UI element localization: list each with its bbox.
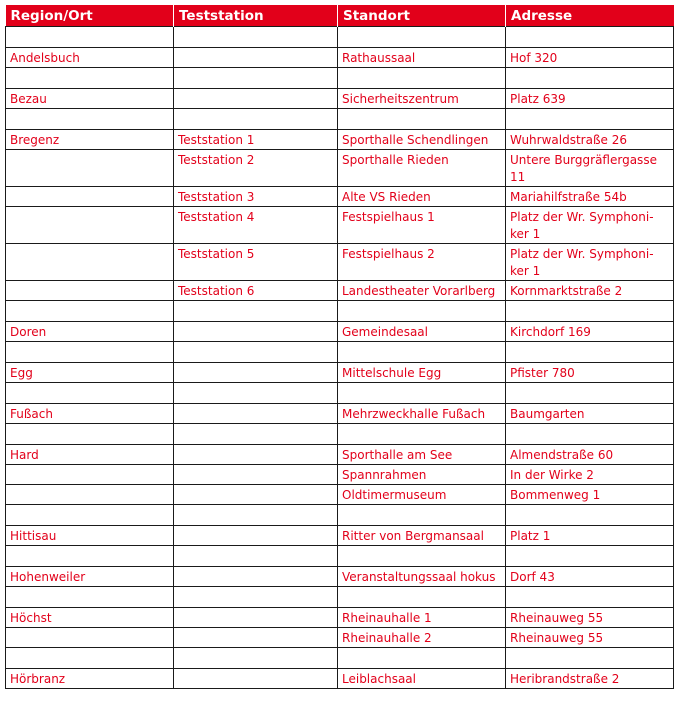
cell-region <box>6 281 174 301</box>
cell-teststation <box>174 567 338 587</box>
cell-teststation <box>174 669 338 689</box>
cell-teststation: Teststation 2 <box>174 150 338 187</box>
cell-teststation <box>174 89 338 109</box>
cell-adresse <box>506 546 674 567</box>
table-row <box>6 301 674 322</box>
cell-adresse: Rheinauweg 55 <box>506 628 674 648</box>
cell-adresse: Platz der Wr. Symphoni-ker 1 <box>506 244 674 281</box>
cell-teststation <box>174 465 338 485</box>
cell-adresse <box>506 68 674 89</box>
cell-adresse: Wuhrwaldstraße 26 <box>506 130 674 150</box>
cell-region: Höchst <box>6 608 174 628</box>
cell-standort <box>338 587 506 608</box>
table-row <box>6 485 674 505</box>
cell-region: Bregenz <box>6 130 174 150</box>
cell-region: Hohenweiler <box>6 567 174 587</box>
table-row <box>6 465 674 485</box>
cell-teststation <box>174 608 338 628</box>
table-header-row <box>6 5 674 27</box>
cell-adresse: Dorf 43 <box>506 567 674 587</box>
cell-standort <box>338 546 506 567</box>
table-row <box>6 608 674 628</box>
cell-standort: Mehrzweckhalle Fußach <box>338 404 506 424</box>
cell-teststation <box>174 342 338 363</box>
cell-region <box>6 187 174 207</box>
table-row <box>6 546 674 567</box>
header-teststation: Teststation <box>174 5 338 27</box>
cell-teststation: Teststation 5 <box>174 244 338 281</box>
cell-adresse: Bommenweg 1 <box>506 485 674 505</box>
table-row <box>6 48 674 68</box>
table-row <box>6 628 674 648</box>
cell-teststation <box>174 322 338 342</box>
cell-adresse <box>506 587 674 608</box>
table-row <box>6 342 674 363</box>
cell-teststation <box>174 404 338 424</box>
cell-region <box>6 244 174 281</box>
cell-adresse: Almendstraße 60 <box>506 445 674 465</box>
cell-teststation: Teststation 6 <box>174 281 338 301</box>
cell-teststation <box>174 109 338 130</box>
cell-teststation: Teststation 1 <box>174 130 338 150</box>
cell-adresse: Platz 1 <box>506 526 674 546</box>
cell-region <box>6 424 174 445</box>
cell-region <box>6 465 174 485</box>
cell-adresse <box>506 301 674 322</box>
cell-standort <box>338 109 506 130</box>
cell-region <box>6 342 174 363</box>
table-row <box>6 109 674 130</box>
cell-teststation <box>174 424 338 445</box>
cell-region <box>6 301 174 322</box>
cell-adresse: Platz der Wr. Symphoni-ker 1 <box>506 207 674 244</box>
cell-teststation <box>174 445 338 465</box>
table-row <box>6 404 674 424</box>
cell-standort: Sporthalle am See <box>338 445 506 465</box>
cell-adresse <box>506 424 674 445</box>
cell-standort <box>338 68 506 89</box>
cell-standort: Leiblachsaal <box>338 669 506 689</box>
table-row <box>6 363 674 383</box>
cell-standort: Alte VS Rieden <box>338 187 506 207</box>
cell-adresse: Hof 320 <box>506 48 674 68</box>
cell-region <box>6 68 174 89</box>
cell-standort: Rheinauhalle 2 <box>338 628 506 648</box>
cell-standort <box>338 424 506 445</box>
table-row <box>6 424 674 445</box>
cell-region: Fußach <box>6 404 174 424</box>
cell-standort: Gemeindesaal <box>338 322 506 342</box>
table-row <box>6 68 674 89</box>
cell-adresse: Kornmarktstraße 2 <box>506 281 674 301</box>
cell-region: Bezau <box>6 89 174 109</box>
teststation-table-container <box>5 5 673 689</box>
table-row <box>6 89 674 109</box>
cell-region: Andelsbuch <box>6 48 174 68</box>
cell-standort: Veranstaltungssaal hokus <box>338 567 506 587</box>
cell-region: Hittisau <box>6 526 174 546</box>
cell-adresse: Rheinauweg 55 <box>506 608 674 628</box>
cell-region <box>6 505 174 526</box>
header-region: Region/Ort <box>6 5 174 27</box>
table-row <box>6 567 674 587</box>
cell-teststation <box>174 27 338 48</box>
table-row <box>6 322 674 342</box>
cell-teststation <box>174 526 338 546</box>
cell-teststation <box>174 587 338 608</box>
table-row <box>6 587 674 608</box>
cell-teststation <box>174 383 338 404</box>
cell-adresse <box>506 648 674 669</box>
cell-standort: Sicherheitszentrum <box>338 89 506 109</box>
cell-adresse: In der Wirke 2 <box>506 465 674 485</box>
cell-teststation <box>174 363 338 383</box>
cell-teststation <box>174 628 338 648</box>
cell-standort: Landestheater Vorarlberg <box>338 281 506 301</box>
cell-standort <box>338 27 506 48</box>
table-row <box>6 669 674 689</box>
cell-adresse: Untere Burggräflergasse 11 <box>506 150 674 187</box>
header-standort: Standort <box>338 5 506 27</box>
cell-region <box>6 109 174 130</box>
cell-standort: Sporthalle Schendlingen <box>338 130 506 150</box>
cell-standort: Mittelschule Egg <box>338 363 506 383</box>
cell-region <box>6 648 174 669</box>
cell-adresse: Baumgarten <box>506 404 674 424</box>
cell-adresse: Heribrandstraße 2 <box>506 669 674 689</box>
cell-standort <box>338 648 506 669</box>
cell-adresse <box>506 505 674 526</box>
table-row <box>6 187 674 207</box>
table-body <box>6 27 674 689</box>
cell-standort: Festspielhaus 1 <box>338 207 506 244</box>
cell-teststation <box>174 68 338 89</box>
cell-standort <box>338 301 506 322</box>
cell-teststation: Teststation 4 <box>174 207 338 244</box>
teststation-table <box>5 5 674 689</box>
cell-region <box>6 546 174 567</box>
cell-adresse: Pfister 780 <box>506 363 674 383</box>
cell-region: Egg <box>6 363 174 383</box>
cell-teststation <box>174 505 338 526</box>
cell-teststation <box>174 485 338 505</box>
cell-standort: Festspielhaus 2 <box>338 244 506 281</box>
cell-region: Doren <box>6 322 174 342</box>
cell-region <box>6 383 174 404</box>
cell-region <box>6 27 174 48</box>
cell-teststation <box>174 48 338 68</box>
cell-standort: Spannrahmen <box>338 465 506 485</box>
table-row <box>6 505 674 526</box>
cell-standort <box>338 505 506 526</box>
cell-region: Hard <box>6 445 174 465</box>
cell-region <box>6 150 174 187</box>
cell-region <box>6 628 174 648</box>
cell-teststation <box>174 301 338 322</box>
cell-adresse: Platz 639 <box>506 89 674 109</box>
cell-standort: Rheinauhalle 1 <box>338 608 506 628</box>
cell-region <box>6 207 174 244</box>
cell-teststation: Teststation 3 <box>174 187 338 207</box>
cell-adresse <box>506 27 674 48</box>
cell-standort <box>338 383 506 404</box>
table-row <box>6 383 674 404</box>
table-row <box>6 445 674 465</box>
table-row <box>6 244 674 281</box>
cell-region <box>6 587 174 608</box>
cell-teststation <box>174 546 338 567</box>
table-row <box>6 27 674 48</box>
table-row <box>6 648 674 669</box>
cell-teststation <box>174 648 338 669</box>
cell-adresse <box>506 109 674 130</box>
cell-adresse <box>506 342 674 363</box>
table-row <box>6 207 674 244</box>
cell-standort: Sporthalle Rieden <box>338 150 506 187</box>
cell-standort <box>338 342 506 363</box>
table-row <box>6 526 674 546</box>
cell-standort: Ritter von Bergmansaal <box>338 526 506 546</box>
cell-adresse <box>506 383 674 404</box>
cell-standort: Oldtimermuseum <box>338 485 506 505</box>
header-adresse: Adresse <box>506 5 674 27</box>
cell-adresse: Mariahilfstraße 54b <box>506 187 674 207</box>
cell-adresse: Kirchdorf 169 <box>506 322 674 342</box>
table-row <box>6 150 674 187</box>
table-row <box>6 130 674 150</box>
cell-region: Hörbranz <box>6 669 174 689</box>
cell-region <box>6 485 174 505</box>
table-row <box>6 281 674 301</box>
cell-standort: Rathaussaal <box>338 48 506 68</box>
